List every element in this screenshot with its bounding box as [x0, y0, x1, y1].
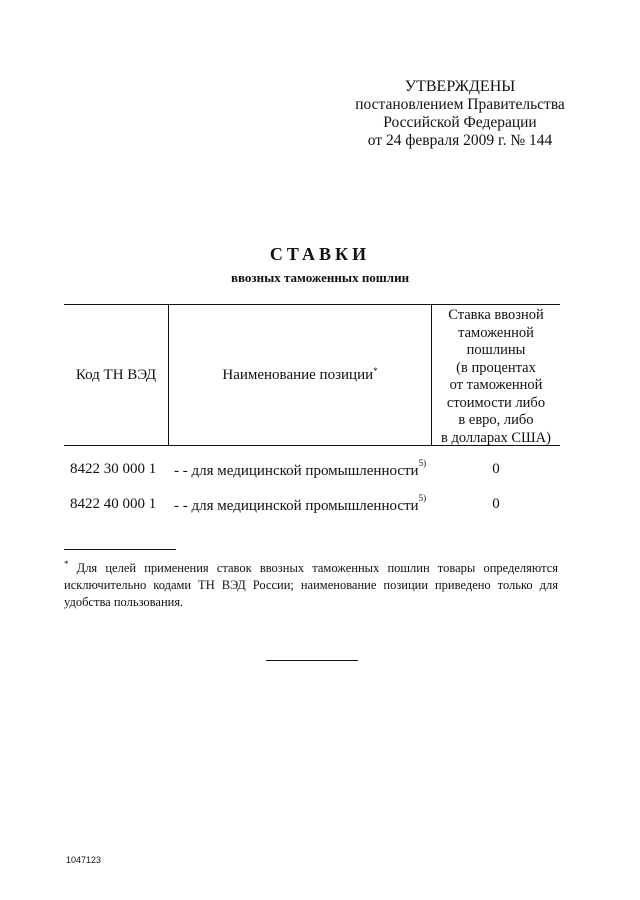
row-name-text: - - для медицинской промышленности — [174, 498, 419, 514]
header-code: Код ТН ВЭД — [75, 366, 157, 383]
document-number: 1047123 — [66, 855, 102, 865]
footnote-mark: * — [64, 559, 69, 569]
row-code: 8422 40 000 1 — [70, 496, 157, 512]
header-rate-line: в долларах США) — [441, 429, 551, 446]
approval-line-2: Российской Федерации — [383, 114, 537, 131]
header-name — [169, 305, 431, 445]
header-rate-line: в евро, либо — [458, 412, 534, 428]
row-name — [174, 458, 427, 480]
footnote-separator — [64, 549, 176, 550]
document-subtitle: ввозных таможенных пошлин — [230, 270, 410, 285]
footnote — [64, 556, 558, 611]
approval-line-1: постановлением Правительства — [355, 96, 565, 113]
row-code: 8422 30 000 1 — [70, 461, 157, 477]
row-rate: 0 — [492, 461, 500, 477]
footnote-text: Для целей применения ставок ввозных таможенных пошлин товары определяются исключительно кодами ТН ВЭД России; наименование позиции приведено только для удобства пользования. — [64, 561, 559, 610]
header-rate-line: пошлины — [466, 342, 526, 358]
header-rate — [432, 307, 560, 447]
table-row — [64, 493, 560, 518]
header-name-label: Наименование позиции — [222, 366, 374, 383]
end-separator — [266, 660, 358, 661]
row-name-text: - - для медицинской промышленности — [174, 463, 419, 479]
header-rate-line: таможенной — [458, 324, 534, 341]
row-rate: 0 — [492, 496, 500, 512]
row-note: 5) — [418, 458, 427, 468]
row-note: 5) — [418, 493, 427, 503]
document-title: СТАВКИ — [269, 244, 371, 264]
approval-heading: УТВЕРЖДЕНЫ — [404, 78, 516, 95]
approval-block — [330, 78, 590, 150]
header-rate-line: стоимости либо — [446, 394, 546, 411]
table-row — [64, 458, 560, 483]
header-rate-line: от таможенной — [449, 377, 543, 393]
header-rate-line: (в процентах — [456, 359, 536, 376]
approval-line-3: от 24 февраля 2009 г. № 144 — [367, 132, 553, 149]
header-rate-line: Ставка ввозной — [448, 307, 544, 323]
row-name — [174, 493, 427, 515]
header-name-footnote-mark: * — [373, 366, 378, 376]
table-header — [64, 304, 560, 446]
